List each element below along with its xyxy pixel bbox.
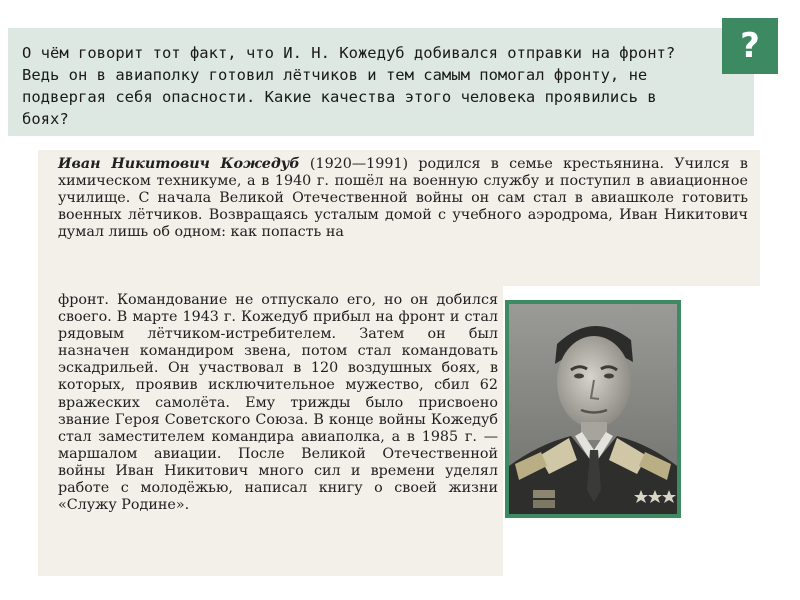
article-intro-text: (1920—1991) родился в семье крестьянина. Учился в химическом техникуме, а в 1940 г. пошёл на военную службу и поступил в авиационное училище. С начала Великой Отечественной войны он сам стал в авиашколе готовить военных лётчиков. Возвращаясь усталым домой с учебного аэродрома, Иван Никитович думал лишь об одном: как попасть на bbox=[58, 156, 748, 241]
article-paragraph-intro bbox=[58, 156, 748, 241]
question-text: О чём говорит тот факт, что И. Н. Кожедуб добивался отправки на фронт? Ведь он в авиаполку готовил лётчиков и тем самым помогал фронту, не подвергая себя опасности. Какие качества этого человека проявились в боях? bbox=[22, 44, 676, 128]
person-name: Иван Никитович Кожедуб bbox=[58, 156, 300, 172]
question-badge: ? bbox=[722, 18, 778, 74]
portrait-photo-icon bbox=[509, 304, 677, 514]
article-paragraph-continuation: фронт. Командование не отпускало его, но он добился своего. В марте 1943 г. Кожедуб прибыл на фронт и стал рядовым лётчиком-истребителем. Затем он был назначен командиром звена, потом стал командовать эскадрильей. Он участвовал в 120 воздушных боях, в которых, проявив исключительное мужество, сбил 62 вражеских самолёта. Ему трижды было присвоено звание Героя Советского Союза. В конце войны Кожедуб стал заместителем командира авиаполка, а в 1985 г. — маршалом авиации. После Великой Отечественной войны Иван Никитович много сил и времени уделял работе с молодёжью, написал книгу о своей жизни «Служу Родине». bbox=[58, 292, 498, 514]
portrait-photo-frame bbox=[505, 300, 681, 518]
